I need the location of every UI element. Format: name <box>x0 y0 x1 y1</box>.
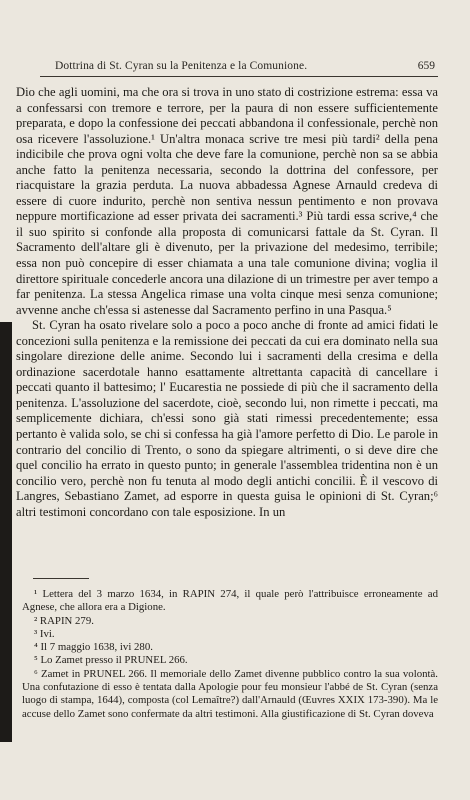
running-title: Dottrina di St. Cyran su la Penitenza e la Comunione. <box>55 60 308 72</box>
footnote-6: ⁶ Zamet in PRUNEL 266. Il memoriale dello Zamet divenne pubblico contro la sua volontà. Una confutazione di esso è tentata dalla Apologie pour feu monsieur l'abbé de St. Cyran (senza luogo di stampa, 1644), composta (col Lemaître?) dall'Arnauld (Œuvres XXIX 173-390). Ma le accuse dello Zamet sono confermate da altri testimoni. Alla giustificazione di St. Cyran doveva <box>22 667 438 720</box>
paragraph-2: St. Cyran ha osato rivelare solo a poco a poco anche di fronte ad amici fidati le concezioni sulla penitenza e la remissione dei peccati da cui era dominato nella sua singolare direzione delle anime. Secondo lui i sacramenti della cresima e della ordinazione sacerdotale hanno esattamente altrettanta capacità di cancellare i peccati quanto il battesimo; l' Eucarestia ne possiede di più che il sacramento della penitenza. L'assoluzione del sacerdote, cioè, secondo lui, non rimette i peccati, ma semplicemente dichiara, ch'essi sono già stati rimessi precedentemente; essa pertanto è valida solo, se chi si confessa ha già l'amore perfetto di Dio. Le parole in contrario del concilio di Trento, o sono da spiegare altrimenti, o si deve dire che quel concilio ha errato in questo punto; in generale l'assemblea tridentina non è un concilio vero, perchè non fu tenuta al modo degli antichi concilii. È il vescovo di Langres, Sebastiano Zamet, ad esporre in questa guisa le opinioni di St. Cyran;⁶ altri testimoni concordano con tale esposizione. In un <box>16 318 438 519</box>
footnote-separator <box>33 578 89 579</box>
footnote-5: ⁵ Lo Zamet presso il PRUNEL 266. <box>34 654 188 667</box>
footnote-1: ¹ Lettera del 3 marzo 1634, in RAPIN 274, il quale però l'attribuisce erroneamente ad Agnese, che allora era a Digione. <box>22 588 438 614</box>
header-rule <box>40 76 438 77</box>
paragraph-1: Dio che agli uomini, ma che ora si trova in uno stato di costrizione estrema: essa va a confessarsi con tremore e terrore, per la paura di non essere sufficientemente preparata, e dopo la confessione dei peccati abbandona il confessionale, perchè non osa ricevere l'assoluzione.¹ Un'altra monaca scrive tre mesi più tardi² della pena indicibile che prova ogni volta che deve fare la comunione, perchè non sa se abbia anche fatto la penitenza necessaria, secondo la dottrina del confessore, per riacquistare la grazia perduta. La nuova abbadessa Agnese Arnauld credeva di essere di cuore indurito, perchè non sentiva nessun pentimento e non provava neppure mortificazione ad esser privata dei sacramenti.³ Più tardi essa scrive,⁴ che il suo spirito si confonde alla proposta di comunicarsi fattale da St. Cyran. Il Sacramento dell'altare gli è divenuto, per la privazione del medesimo, terribile; essa non può concepire di esser chiamata a una tale comunione divina; voglia il direttore spirituale concederle ancora una dilazione di un trimestre per aver tempo a far penitenza. La stessa Angelica rimase una volta cinque mesi senza comunione; avvenne anche ch'essa si astenesse dal Sacramento perfino in una Pasqua.⁵ <box>16 85 438 317</box>
footnote-3: ³ Ivi. <box>34 627 55 640</box>
page-number: 659 <box>417 60 435 72</box>
footnote-4: ⁴ Il 7 maggio 1638, ivi 280. <box>34 641 153 654</box>
scan-edge-shadow <box>0 322 12 742</box>
main-text <box>16 85 438 520</box>
footnote-2: ² RAPIN 279. <box>34 614 94 627</box>
footnotes <box>22 588 438 721</box>
